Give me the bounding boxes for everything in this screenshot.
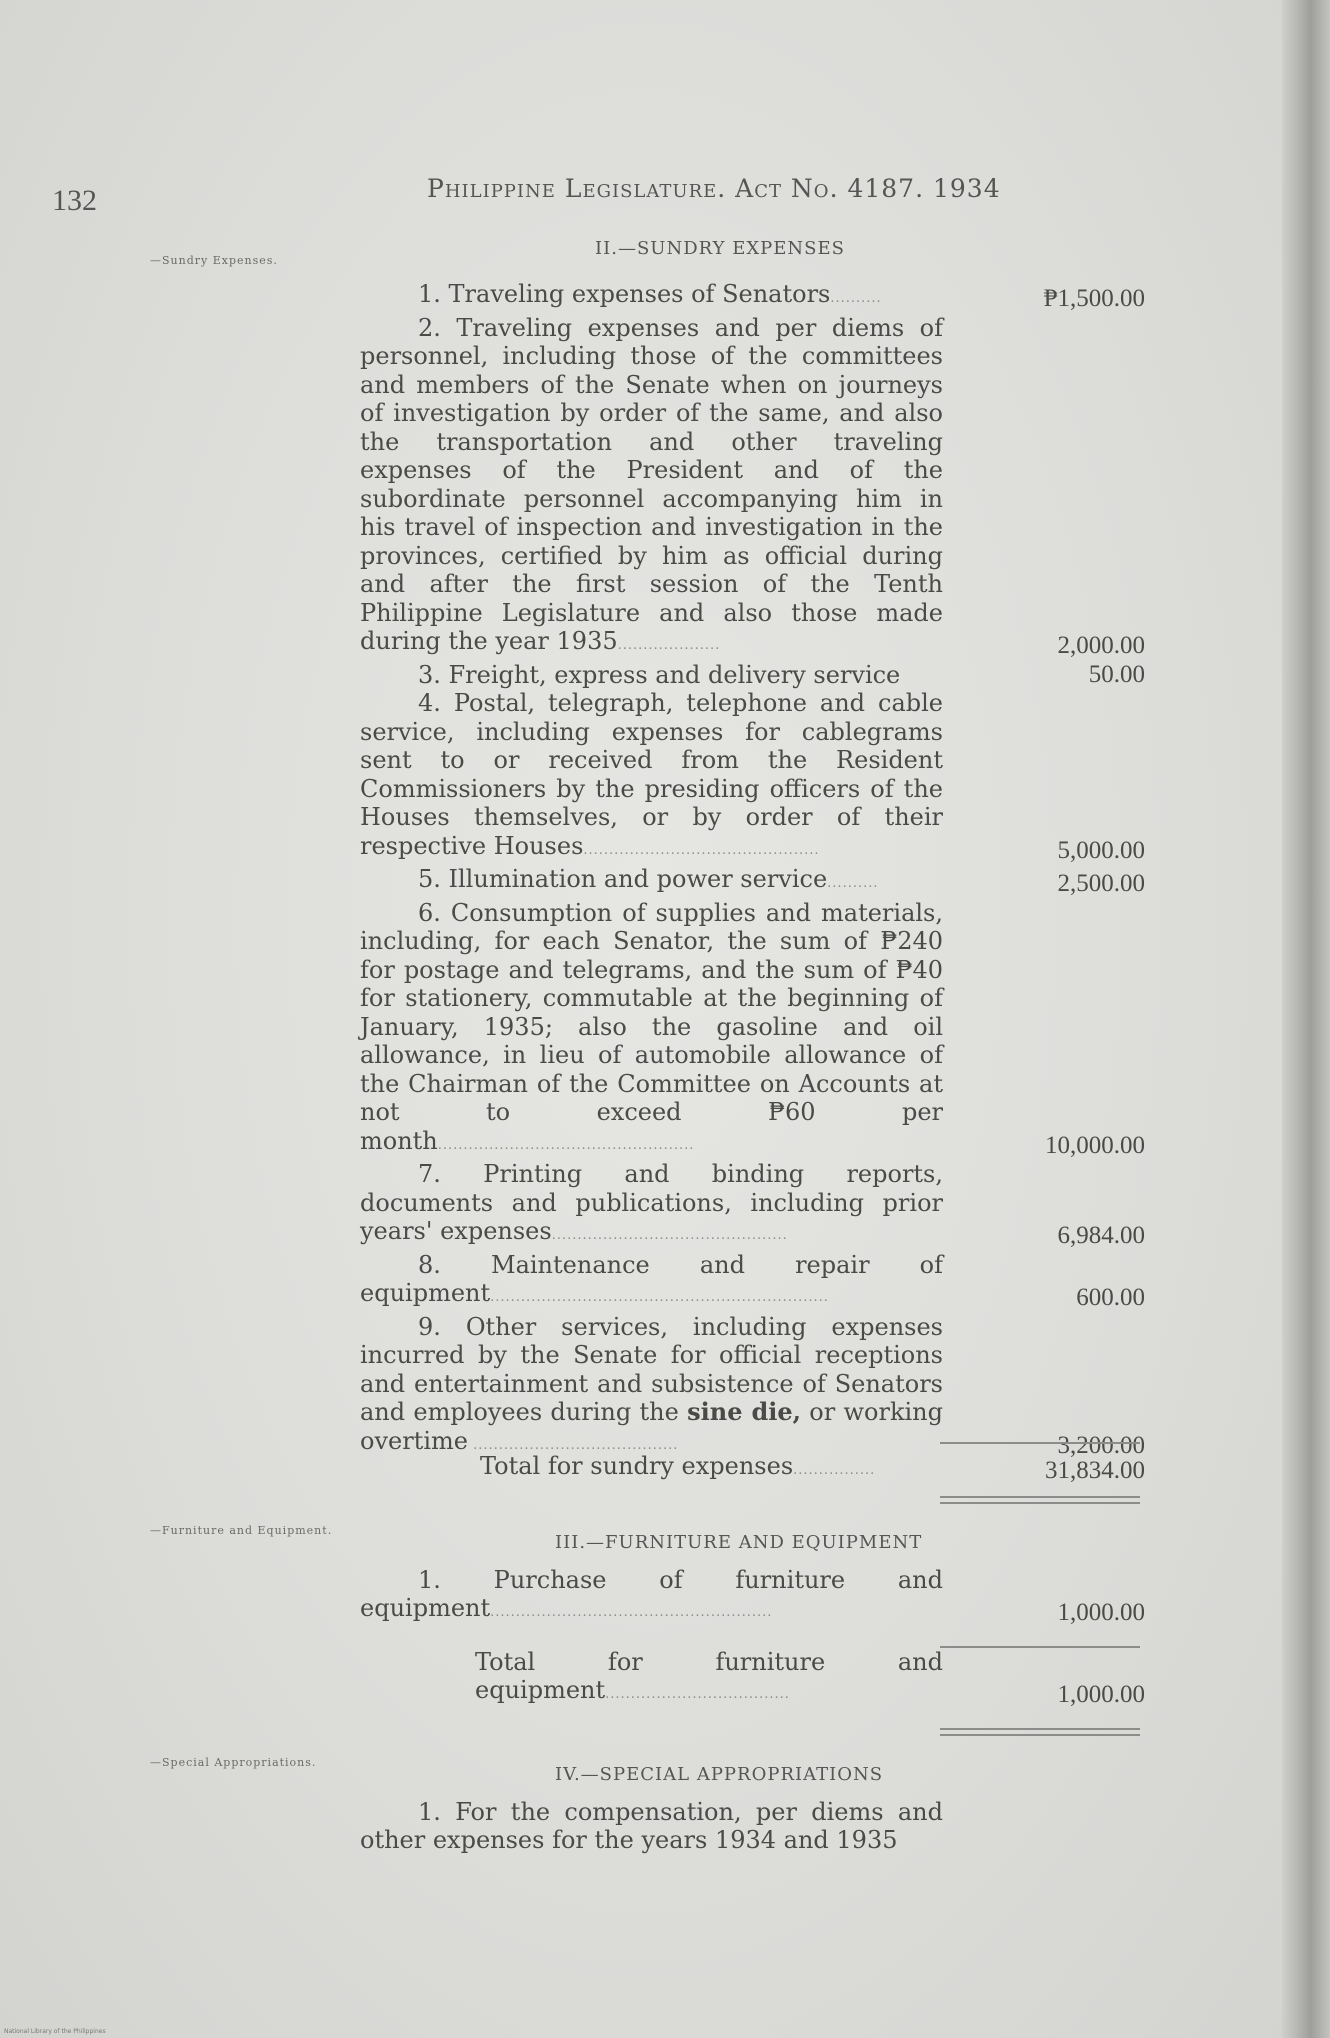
item-text: 6. Consumption of supplies and materials, including, for each Senator, the sum of ₱240 for postage and telegrams, and the sum of ₱40 for stationery, commutable at the beginning of January, 1935; also the gasoline and oil allowance, in lieu of automobile allowance of the Chairman of the Committee on Accounts at not to exceed ₱60 per month <box>360 898 943 1155</box>
section-heading-furniture: III.—FURNITURE AND EQUIPMENT <box>555 1532 923 1553</box>
item-text: 5. Illumination and power service <box>418 865 828 893</box>
item-amount: 600.00 <box>1076 1284 1145 1311</box>
sundry-total-row: Total for sundry expenses................ 31,834.00 <box>480 1452 1145 1484</box>
item-text: 1. For the compensation, per diems and other expenses for the years 1934 and 1935 <box>360 1798 943 1854</box>
item-text: 1. Purchase of furniture and equipment <box>360 1566 943 1622</box>
item-amount: 10,000.00 <box>1045 1131 1145 1159</box>
total-double-rule <box>940 1728 1140 1736</box>
item-text: 4. Postal, telegraph, telephone and cable service, including expenses for cablegrams sent to or received from the Resident Commissioners by the presiding officers of the Houses themselves, or by order of their respective Houses <box>360 689 943 860</box>
sidenote-sundry: —Sundry Expenses. <box>150 254 278 267</box>
item-text-after: or working overtime <box>360 1398 944 1455</box>
item-text: 7. Printing and binding reports, documents and publications, including prior years' expenses <box>360 1160 943 1245</box>
item-amount: 2,500.00 <box>1057 870 1145 897</box>
total-double-rule <box>940 1496 1140 1504</box>
section-heading-special: IV.—SPECIAL APPROPRIATIONS <box>555 1764 884 1785</box>
sidenote-furniture: —Furniture and Equipment. <box>150 1524 333 1537</box>
total-label: Total for furniture and equipment <box>475 1648 943 1704</box>
item-text-bold: sine die, <box>687 1397 801 1426</box>
item-amount: 5,000.00 <box>1057 836 1145 864</box>
item-amount: 2,000.00 <box>1057 632 1145 659</box>
sundry-item-9: 9. Other services, including expenses incurred by the Senate for official receptions and entertainment and subsistence of Senators and employees during the sine die, or working overtime ........................................ 3,200.00 <box>360 1312 1145 1459</box>
sundry-item-8: 8. Maintenance and repair of equipment.................................................................. 600.00 <box>360 1250 1145 1311</box>
special-item-1 <box>360 1798 1145 1854</box>
item-text: 1. Traveling expenses of Senators <box>418 280 831 308</box>
item-text: 2. Traveling expenses and per diems of personnel, including those of the committees and members of the Senate when on journeys of investigation by order of the same, and also the transportation and other traveling expenses of the President and of the subordinate personnel accompanying him in his travel of inspection and investigation in the provinces, certified by him as official during and after the first session of the Tenth Philippine Legislature and also those made during the year 1935 <box>360 313 943 655</box>
total-label: Total for sundry expenses <box>480 1452 794 1480</box>
item-amount: ₱1,500.00 <box>1043 285 1145 312</box>
running-head: Philippine Legislature. Act No. 4187. 1934 <box>427 174 1001 203</box>
sundry-item-4: 4. Postal, telegraph, telephone and cable service, including expenses for cablegrams sent to or received from the Resident Commissioners by the presiding officers of the Houses themselves, or by order of their respective Houses.............................................. 5,000.00 <box>360 689 1145 864</box>
item-text: 8. Maintenance and repair of equipment <box>360 1250 943 1307</box>
sidenote-special: —Special Appropriations. <box>150 1756 317 1769</box>
sundry-item-5: 5. Illumination and power service.......... 2,500.00 <box>418 865 1145 897</box>
item-text-before: 9. Other services, including expenses incurred by the Senate for official receptions and entertainment and subsistence of Senators and employees during the <box>360 1312 943 1426</box>
section-heading-sundry: II.—SUNDRY EXPENSES <box>595 238 845 259</box>
sundry-item-7: 7. Printing and binding reports, documents and publications, including prior years' expenses.............................................. 6,984.00 <box>360 1160 1145 1249</box>
sundry-items-list <box>360 280 1145 1460</box>
subtotal-rule <box>940 1442 1140 1444</box>
sundry-item-2: 2. Traveling expenses and per diems of personnel, including those of the committees and members of the Senate when on journeys of investigation by order of the same, and also the transportation and other traveling expenses of the President and of the subordinate personnel accompanying him in his travel of inspection and investigation in the provinces, certified by him as official during and after the first session of the Tenth Philippine Legislature and also those made during the year 1935.................... 2,000.00 <box>360 313 1145 659</box>
item-text: 3. Freight, express and delivery service <box>418 660 901 689</box>
total-amount: 31,834.00 <box>1045 1457 1145 1484</box>
item-amount: 3,200.00 <box>1057 1431 1145 1459</box>
item-amount: 50.00 <box>1088 660 1145 688</box>
footer-credit: National Library of the Philippines <box>4 2028 106 2035</box>
item-amount: 1,000.00 <box>1057 1599 1145 1626</box>
page-number: 132 <box>52 184 97 217</box>
sundry-item-6: 6. Consumption of supplies and materials, including, for each Senator, the sum of ₱240 for postage and telegrams, and the sum of ₱40 for stationery, commutable at the beginning of January, 1935; also the gasoline and oil allowance, in lieu of automobile allowance of the Chairman of the Committee on Accounts at not to exceed ₱60 per month.................................................. 10,000.00 <box>360 898 1145 1159</box>
total-amount: 1,000.00 <box>1057 1681 1145 1708</box>
furniture-item-1: 1. Purchase of furniture and equipment....................................................... 1,000.00 <box>360 1566 1145 1626</box>
sundry-item-3 <box>360 661 1145 690</box>
book-binding-edge <box>1282 0 1330 2038</box>
furniture-total-row: Total for furniture and equipment.................................... 1,000.00 <box>475 1648 1145 1708</box>
item-amount: 6,984.00 <box>1057 1222 1145 1249</box>
sundry-item-1: 1. Traveling expenses of Senators.......... ₱1,500.00 <box>418 280 1145 312</box>
